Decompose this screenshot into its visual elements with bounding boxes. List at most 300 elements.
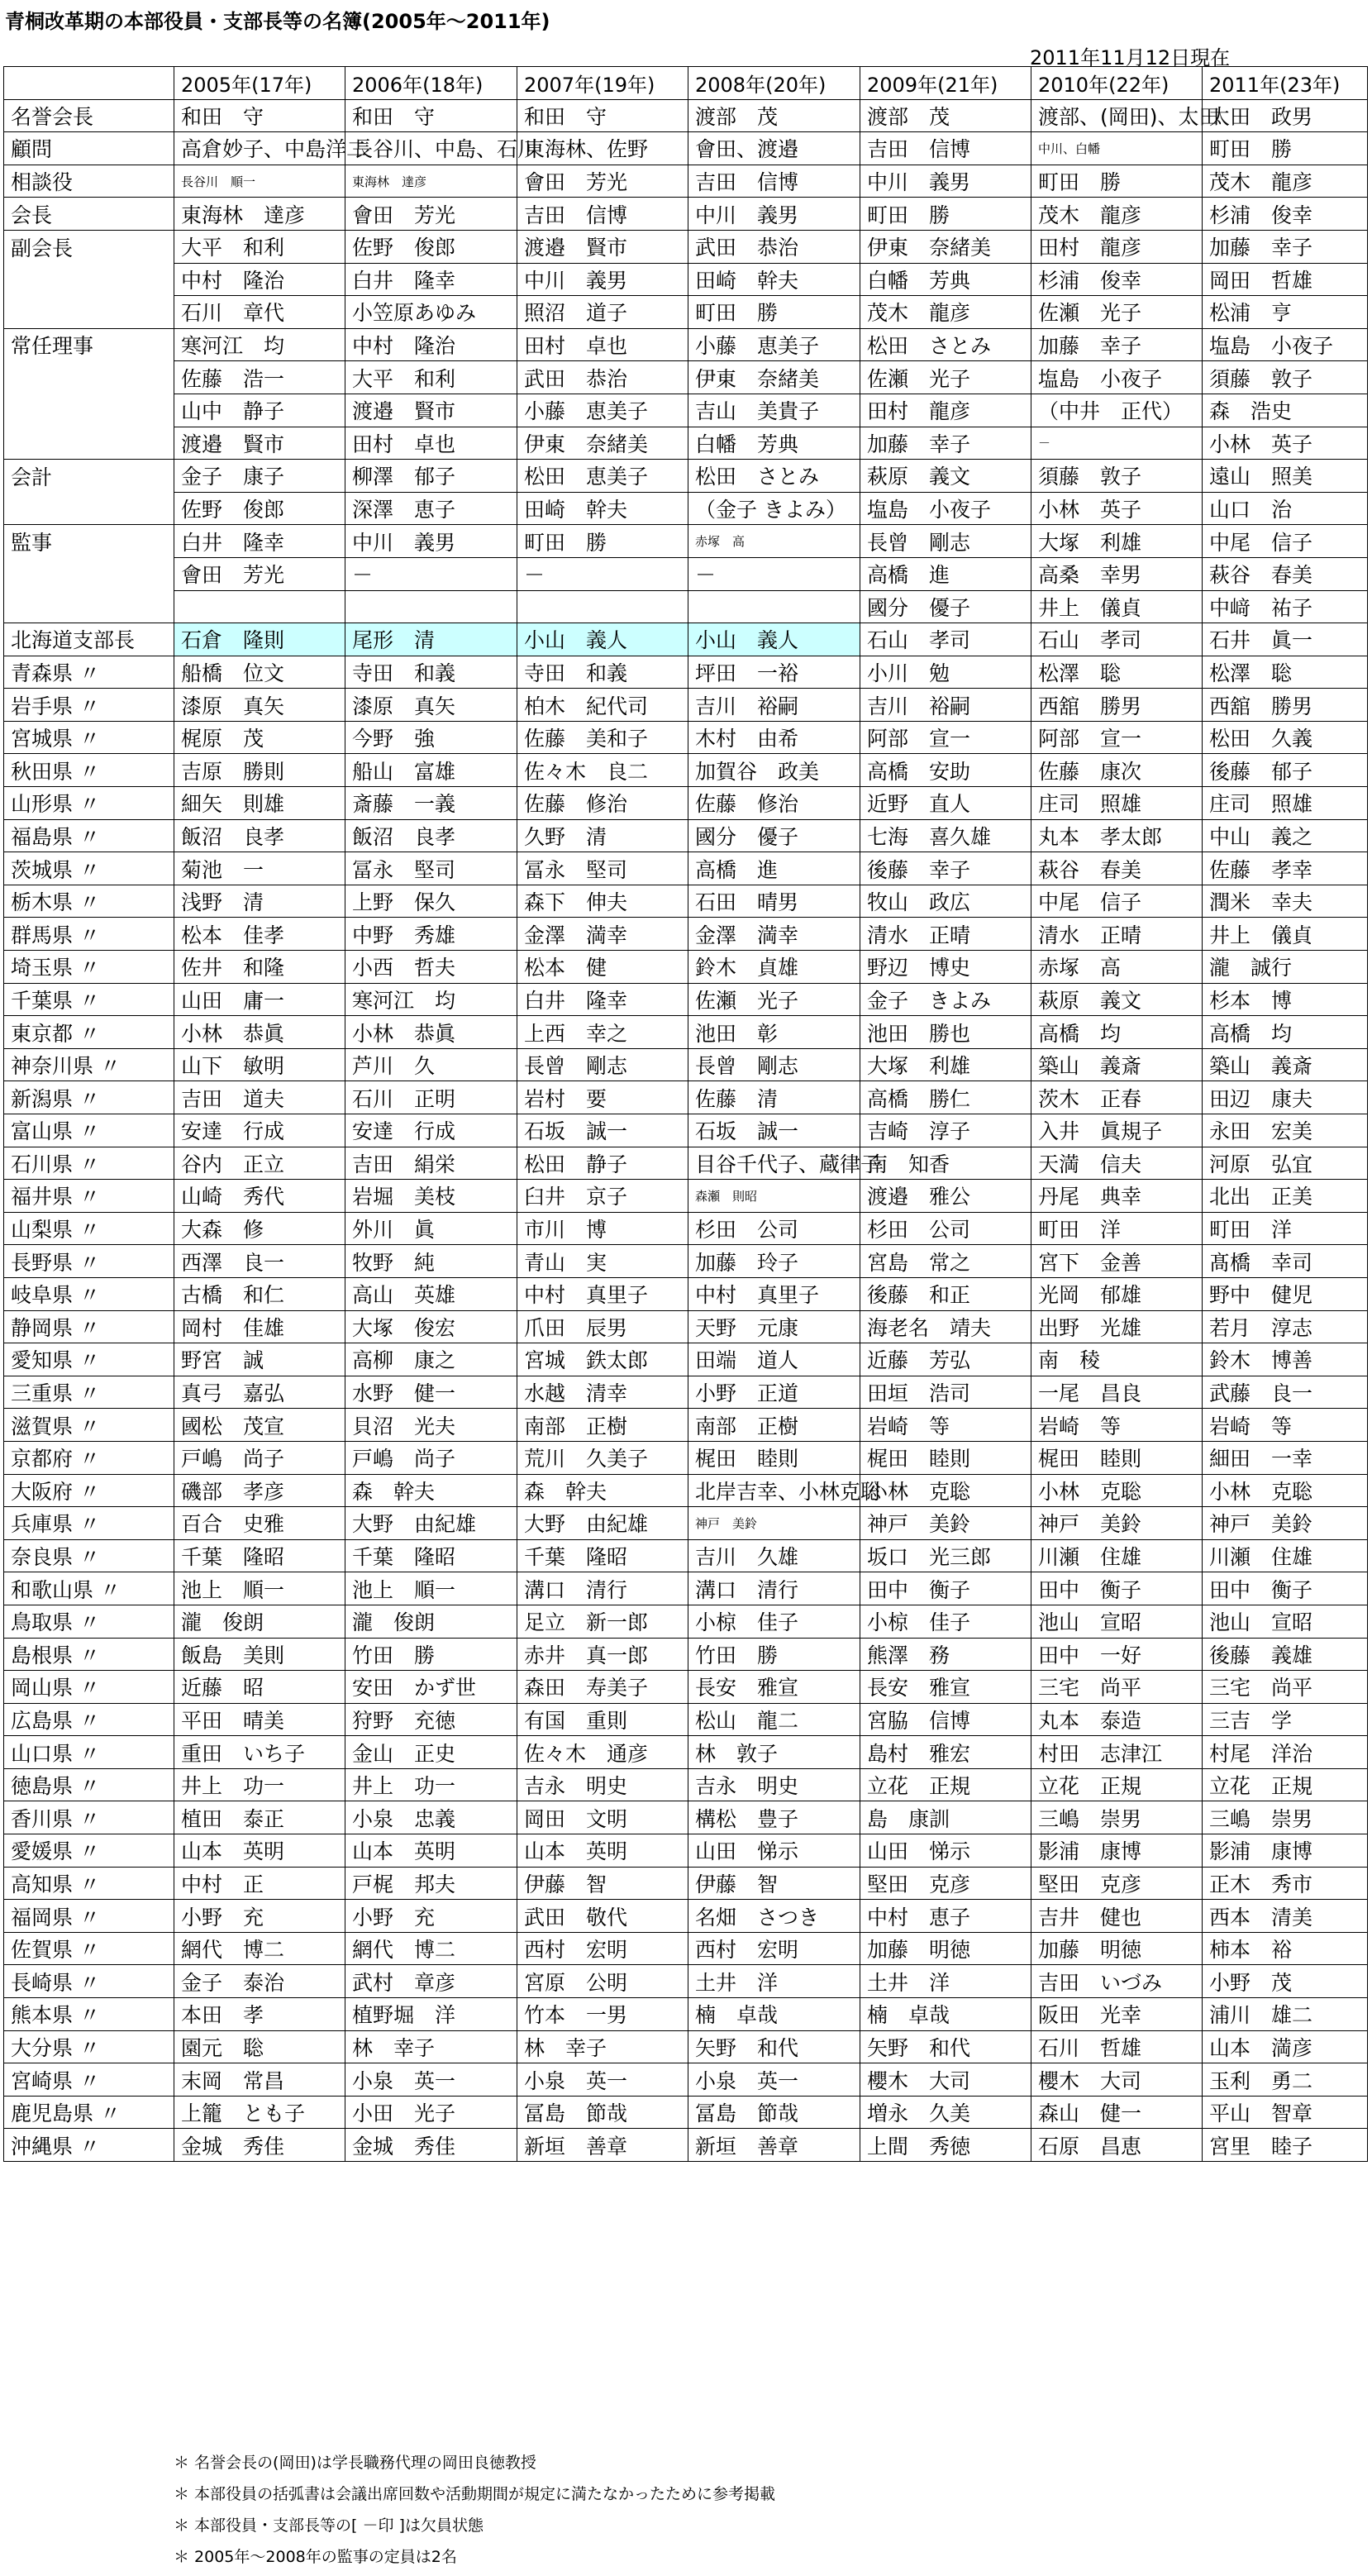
table-cell: 宮脇 信博	[860, 1703, 1031, 1736]
table-cell: 中川 義男	[517, 263, 688, 296]
table-cell: 山本 英明	[174, 1834, 345, 1868]
table-cell: 田崎 幹夫	[688, 263, 860, 296]
row-label: 三重県 〃	[4, 1376, 174, 1409]
row-label: 鹿児島県 〃	[4, 2096, 174, 2129]
table-cell: 松田 恵美子	[517, 460, 688, 493]
table-cell: 高橋 安助	[860, 754, 1031, 787]
table-cell: 飯島 美則	[174, 1638, 345, 1671]
table-cell: 堅田 克彦	[1031, 1867, 1203, 1900]
table-cell: （中井 正代）	[1031, 394, 1203, 427]
table-cell: 大塚 利雄	[1031, 525, 1203, 558]
table-cell: 小林 克聡	[1203, 1474, 1368, 1507]
column-header: 2008年(20年)	[688, 67, 860, 100]
table-row	[4, 328, 1368, 361]
row-label: 和歌山県 〃	[4, 1572, 174, 1605]
table-cell: 石山 孝司	[1031, 623, 1203, 656]
table-cell: 楠 卓哉	[688, 1998, 860, 2031]
table-cell: 石坂 誠一	[688, 1114, 860, 1147]
table-cell: 後藤 郁子	[1203, 754, 1368, 787]
table-cell: 小林 英子	[1203, 427, 1368, 460]
table-cell: 狩野 充徳	[345, 1703, 517, 1736]
table-cell: 石川 正明	[345, 1081, 517, 1114]
table-cell: 丸本 泰造	[1031, 1703, 1203, 1736]
table-cell: 大平 和利	[174, 230, 345, 263]
table-cell: 田村 卓也	[517, 328, 688, 361]
row-label	[4, 361, 174, 394]
table-cell: 町田 勝	[860, 198, 1031, 231]
table-cell: 木村 由希	[688, 721, 860, 754]
footnotes	[174, 2447, 775, 2573]
table-cell: 吉田 信博	[517, 198, 688, 231]
table-cell: 井上 儀貞	[1031, 590, 1203, 623]
table-cell: 小林 恭眞	[345, 1016, 517, 1049]
column-header	[4, 67, 174, 100]
table-cell: 植田 泰正	[174, 1801, 345, 1834]
table-cell: 新垣 善章	[517, 2129, 688, 2162]
table-cell: 竹本 一男	[517, 1998, 688, 2031]
table-cell: 大森 修	[174, 1212, 345, 1245]
table-cell: 東海林 達彦	[345, 165, 517, 198]
table-row	[4, 951, 1368, 984]
table-cell: 白井 隆幸	[174, 525, 345, 558]
table-cell: 三吉 学	[1203, 1703, 1368, 1736]
table-cell: 鈴木 貞雄	[688, 951, 860, 984]
table-row	[4, 1245, 1368, 1278]
table-cell: 細田 一幸	[1203, 1441, 1368, 1474]
table-row	[4, 1507, 1368, 1540]
row-label: 奈良県 〃	[4, 1539, 174, 1572]
table-row	[4, 557, 1368, 590]
table-cell: 塩島 小夜子	[860, 492, 1031, 525]
table-cell: 瀧 俊朗	[174, 1605, 345, 1638]
table-cell: 小西 哲夫	[345, 951, 517, 984]
table-cell: 安田 かず世	[345, 1671, 517, 1704]
table-cell: 石川 哲雄	[1031, 2030, 1203, 2063]
table-cell: 田辺 康夫	[1203, 1081, 1368, 1114]
table-cell: 赤井 真一郎	[517, 1638, 688, 1671]
table-cell: 森田 寿美子	[517, 1671, 688, 1704]
table-cell: 立花 正規	[1031, 1768, 1203, 1801]
table-cell: 新垣 善章	[688, 2129, 860, 2162]
table-cell: 矢野 和代	[688, 2030, 860, 2063]
row-label: 大阪府 〃	[4, 1474, 174, 1507]
row-label: 青森県 〃	[4, 656, 174, 689]
table-cell: 菊池 一	[174, 852, 345, 885]
table-cell: 寺田 和義	[517, 656, 688, 689]
table-cell: 海老名 靖夫	[860, 1310, 1031, 1343]
table-row	[4, 1409, 1368, 1442]
table-cell: 船橋 位文	[174, 656, 345, 689]
table-cell: 島村 雅宏	[860, 1736, 1031, 1769]
table-cell: 重田 いち子	[174, 1736, 345, 1769]
table-row	[4, 1834, 1368, 1868]
footnote: ＊ 名誉会長の(岡田)は学長職務代理の岡田良徳教授	[174, 2454, 536, 2472]
row-label: 山梨県 〃	[4, 1212, 174, 1245]
row-label: 相談役	[4, 165, 174, 198]
footnote: ＊ 2005年～2008年の監事の定員は2名	[174, 2548, 457, 2566]
table-cell: 遠山 照美	[1203, 460, 1368, 493]
table-cell: 金山 正史	[345, 1736, 517, 1769]
table-cell: 宮城 鉄太郎	[517, 1343, 688, 1376]
table-cell: 長安 雅宣	[688, 1671, 860, 1704]
row-label: 顧問	[4, 132, 174, 165]
table-cell: 上籠 とも子	[174, 2096, 345, 2129]
table-cell: 西村 宏明	[517, 1932, 688, 1965]
table-cell: 渡部 茂	[688, 99, 860, 132]
table-row	[4, 2096, 1368, 2129]
table-cell: 石倉 隆則	[174, 623, 345, 656]
row-label: 宮城県 〃	[4, 721, 174, 754]
row-label: 常任理事	[4, 328, 174, 361]
table-cell: 船山 富雄	[345, 754, 517, 787]
table-cell: 佐藤 康次	[1031, 754, 1203, 787]
table-cell: 田中 衡子	[1203, 1572, 1368, 1605]
table-row	[4, 1016, 1368, 1049]
table-row	[4, 590, 1368, 623]
header-row	[4, 67, 1368, 100]
column-header: 2009年(21年)	[860, 67, 1031, 100]
row-label: 長崎県 〃	[4, 1965, 174, 1998]
table-cell: 三嶋 崇男	[1203, 1801, 1368, 1834]
table-cell: 渡邉 賢市	[345, 394, 517, 427]
row-label: 福島県 〃	[4, 819, 174, 852]
table-cell: 西村 宏明	[688, 1932, 860, 1965]
table-cell: 武村 章彦	[345, 1965, 517, 1998]
table-cell: 松本 健	[517, 951, 688, 984]
table-cell: 中尾 信子	[1203, 525, 1368, 558]
table-cell: 大野 由紀雄	[345, 1507, 517, 1540]
row-label: 岡山県 〃	[4, 1671, 174, 1704]
table-cell: 松本 佳孝	[174, 918, 345, 951]
table-row	[4, 852, 1368, 885]
row-label: 福井県 〃	[4, 1180, 174, 1213]
row-label: 北海道支部長	[4, 623, 174, 656]
table-cell: 岩崎 等	[1203, 1409, 1368, 1442]
table-cell: 小林 英子	[1031, 492, 1203, 525]
table-cell: 田中 衡子	[1031, 1572, 1203, 1605]
table-cell: 今野 強	[345, 721, 517, 754]
table-cell: 佐瀬 光子	[1031, 296, 1203, 329]
table-row	[4, 885, 1368, 918]
table-cell: 石坂 誠一	[517, 1114, 688, 1147]
table-cell: 田村 龍彦	[1031, 230, 1203, 263]
table-cell: 近野 直人	[860, 787, 1031, 820]
table-cell: 田中 衡子	[860, 1572, 1031, 1605]
table-cell: －	[1031, 427, 1203, 460]
row-label: 会長	[4, 198, 174, 231]
table-cell: 牧山 政広	[860, 885, 1031, 918]
table-cell: 小泉 英一	[345, 2063, 517, 2097]
column-header: 2011年(23年)	[1203, 67, 1368, 100]
table-cell: 石井 眞一	[1203, 623, 1368, 656]
table-row	[4, 1277, 1368, 1310]
table-row	[4, 1605, 1368, 1638]
table-cell: 山中 静子	[174, 394, 345, 427]
table-cell: 竹田 勝	[688, 1638, 860, 1671]
table-cell: 名畑 さつき	[688, 1900, 860, 1933]
table-row	[4, 492, 1368, 525]
row-label: 千葉県 〃	[4, 983, 174, 1016]
table-cell: 飯沼 良孝	[345, 819, 517, 852]
table-cell: 高橋 勝仁	[860, 1081, 1031, 1114]
table-cell: 中村 恵子	[860, 1900, 1031, 1933]
row-label: 栃木県 〃	[4, 885, 174, 918]
table-cell: －	[517, 557, 688, 590]
table-row	[4, 1310, 1368, 1343]
table-cell: 大塚 俊宏	[345, 1310, 517, 1343]
table-cell: 渡邉 賢市	[517, 230, 688, 263]
table-cell: 岡田 哲雄	[1203, 263, 1368, 296]
table-cell: 山田 悌示	[860, 1834, 1031, 1868]
table-cell: 漆原 真矢	[174, 689, 345, 722]
table-cell: 中村 隆治	[345, 328, 517, 361]
table-cell: 後藤 幸子	[860, 852, 1031, 885]
table-cell: 中尾 信子	[1031, 885, 1203, 918]
table-cell: 吉田 信博	[860, 132, 1031, 165]
table-cell: 高山 英雄	[345, 1277, 517, 1310]
table-cell: 後藤 義雄	[1203, 1638, 1368, 1671]
table-cell: 百合 史雅	[174, 1507, 345, 1540]
table-cell: 長曾 剛志	[517, 1048, 688, 1081]
row-label: 宮崎県 〃	[4, 2063, 174, 2097]
table-cell: 浅野 清	[174, 885, 345, 918]
table-cell: 西舘 勝男	[1203, 689, 1368, 722]
footnote: ＊ 本部役員の括弧書は会議出席回数や活動期間が規定に満たなかったために参考掲載	[174, 2485, 776, 2503]
table-cell: 萩原 義文	[860, 460, 1031, 493]
table-cell: 高橋 均	[1031, 1016, 1203, 1049]
table-cell: 塩島 小夜子	[1031, 361, 1203, 394]
table-row	[4, 1343, 1368, 1376]
table-cell: 小野 正道	[688, 1376, 860, 1409]
table-cell: 漆原 真矢	[345, 689, 517, 722]
table-cell: 杉本 博	[1203, 983, 1368, 1016]
table-row	[4, 427, 1368, 460]
table-cell: 井上 儀貞	[1203, 918, 1368, 951]
table-row	[4, 983, 1368, 1016]
table-cell: 矢野 和代	[860, 2030, 1031, 2063]
table-cell: 佐瀬 光子	[688, 983, 860, 1016]
table-cell: 池田 彰	[688, 1016, 860, 1049]
table-cell: 庄司 照雄	[1031, 787, 1203, 820]
table-cell: 溝口 清行	[688, 1572, 860, 1605]
row-label: 山口県 〃	[4, 1736, 174, 1769]
table-cell: 佐井 和隆	[174, 951, 345, 984]
table-cell: 深澤 恵子	[345, 492, 517, 525]
table-cell: 國分 優子	[860, 590, 1031, 623]
table-cell: 佐々木 良二	[517, 754, 688, 787]
table-cell: 坂口 光三郎	[860, 1539, 1031, 1572]
row-label: 名誉会長	[4, 99, 174, 132]
row-label: 石川県 〃	[4, 1147, 174, 1180]
table-cell: 網代 博二	[345, 1932, 517, 1965]
table-cell: 金子 康子	[174, 460, 345, 493]
table-cell: 南 知香	[860, 1147, 1031, 1180]
table-cell: 池山 宣昭	[1203, 1605, 1368, 1638]
table-row	[4, 1867, 1368, 1900]
table-cell: 戸嶋 尚子	[174, 1441, 345, 1474]
table-cell: 若月 淳志	[1203, 1310, 1368, 1343]
table-cell: 飯沼 良孝	[174, 819, 345, 852]
table-cell: 野宮 誠	[174, 1343, 345, 1376]
table-cell: 宮島 常之	[860, 1245, 1031, 1278]
table-cell: 瀧 誠行	[1203, 951, 1368, 984]
table-cell: 阿部 宣一	[860, 721, 1031, 754]
table-cell: 青山 実	[517, 1245, 688, 1278]
table-cell: 長曾 剛志	[860, 525, 1031, 558]
table-cell: 長谷川 順一	[174, 165, 345, 198]
table-cell: 古橋 和仁	[174, 1277, 345, 1310]
table-cell: 小藤 恵美子	[688, 328, 860, 361]
table-cell: 佐藤 孝幸	[1203, 852, 1368, 885]
table-cell: 岩崎 等	[860, 1409, 1031, 1442]
row-label: 会計	[4, 460, 174, 493]
table-cell: 川瀬 住雄	[1203, 1539, 1368, 1572]
table-cell: 目谷千代子、蔵律子	[688, 1147, 860, 1180]
table-cell: 井上 功一	[174, 1768, 345, 1801]
table-cell: 大平 和利	[345, 361, 517, 394]
table-cell: 清水 正晴	[860, 918, 1031, 951]
row-label: 島根県 〃	[4, 1638, 174, 1671]
table-cell: 小野 充	[345, 1900, 517, 1933]
table-cell: 平田 晴美	[174, 1703, 345, 1736]
table-cell: 岩村 要	[517, 1081, 688, 1114]
table-cell: 茨木 正春	[1031, 1081, 1203, 1114]
table-cell: 小川 勉	[860, 656, 1031, 689]
table-cell: 南部 正樹	[688, 1409, 860, 1442]
table-cell: 影浦 康博	[1031, 1834, 1203, 1868]
table-cell: 末岡 常昌	[174, 2063, 345, 2097]
table-row	[4, 1048, 1368, 1081]
table-cell: 會田 芳光	[174, 557, 345, 590]
table-cell: 冨永 堅司	[345, 852, 517, 885]
table-row	[4, 1376, 1368, 1409]
table-cell: 松浦 亨	[1203, 296, 1368, 329]
table-row	[4, 623, 1368, 656]
table-cell: 光岡 郁雄	[1031, 1277, 1203, 1310]
table-cell: 田端 道人	[688, 1343, 860, 1376]
table-cell: 永田 宏美	[1203, 1114, 1368, 1147]
table-cell: 野辺 博史	[860, 951, 1031, 984]
table-cell: 高柳 康之	[345, 1343, 517, 1376]
row-label: 佐賀県 〃	[4, 1932, 174, 1965]
table-cell: 寒河江 均	[174, 328, 345, 361]
table-cell: 入井 眞規子	[1031, 1114, 1203, 1147]
table-cell: 中川 義男	[345, 525, 517, 558]
table-cell: 真弓 嘉弘	[174, 1376, 345, 1409]
table-cell: 石山 孝司	[860, 623, 1031, 656]
table-cell: 森下 伸夫	[517, 885, 688, 918]
table-cell: 杉田 公司	[688, 1212, 860, 1245]
table-cell: 野中 健児	[1203, 1277, 1368, 1310]
table-cell: 構松 豊子	[688, 1801, 860, 1834]
table-row	[4, 361, 1368, 394]
row-label	[4, 557, 174, 590]
table-cell: 町田 勝	[517, 525, 688, 558]
table-cell: 山崎 秀代	[174, 1180, 345, 1213]
table-cell: 岩崎 等	[1031, 1409, 1203, 1442]
row-label	[4, 263, 174, 296]
table-cell: 阿部 宣一	[1031, 721, 1203, 754]
table-cell: 梶田 睦則	[688, 1441, 860, 1474]
row-label: 沖縄県 〃	[4, 2129, 174, 2162]
table-row	[4, 656, 1368, 689]
table-cell: 磯部 孝彦	[174, 1474, 345, 1507]
table-cell: 萩谷 春美	[1203, 557, 1368, 590]
table-cell: 佐々木 通彦	[517, 1736, 688, 1769]
row-label: 岩手県 〃	[4, 689, 174, 722]
table-cell: 小笠原あゆみ	[345, 296, 517, 329]
table-cell: 柏木 紀代司	[517, 689, 688, 722]
table-cell: 金澤 満幸	[517, 918, 688, 951]
table-cell: 伊東 奈緒美	[517, 427, 688, 460]
table-cell: 貝沼 光夫	[345, 1409, 517, 1442]
row-label: 鳥取県 〃	[4, 1605, 174, 1638]
table-cell: 須藤 敦子	[1203, 361, 1368, 394]
table-row	[4, 2129, 1368, 2162]
row-label: 岐阜県 〃	[4, 1277, 174, 1310]
table-row	[4, 1900, 1368, 1933]
table-cell: 町田 洋	[1031, 1212, 1203, 1245]
table-row	[4, 198, 1368, 231]
table-cell: 佐野 俊郎	[345, 230, 517, 263]
table-cell: 吉井 健也	[1031, 1900, 1203, 1933]
table-cell: 市川 博	[517, 1212, 688, 1245]
table-cell: 三宅 尚平	[1031, 1671, 1203, 1704]
table-cell: 影浦 康博	[1203, 1834, 1368, 1868]
row-label: 長野県 〃	[4, 1245, 174, 1278]
table-cell: 土井 洋	[688, 1965, 860, 1998]
table-cell: 山田 庸一	[174, 983, 345, 1016]
table-cell: 高桑 幸男	[1031, 557, 1203, 590]
table-cell: 宮原 公明	[517, 1965, 688, 1998]
table-cell: 伊東 奈緒美	[860, 230, 1031, 263]
table-row	[4, 1671, 1368, 1704]
table-cell: 杉田 公司	[860, 1212, 1031, 1245]
table-cell: 阪田 光幸	[1031, 1998, 1203, 2031]
table-cell: 三宅 尚平	[1203, 1671, 1368, 1704]
table-cell: －	[688, 557, 860, 590]
table-cell: 松田 さとみ	[688, 460, 860, 493]
table-cell: 久野 清	[517, 819, 688, 852]
row-label	[4, 492, 174, 525]
table-row	[4, 460, 1368, 493]
table-cell: 熊澤 務	[860, 1638, 1031, 1671]
table-cell: 戸梶 邦夫	[345, 1867, 517, 1900]
table-cell: 小椋 佳子	[688, 1605, 860, 1638]
table-cell: 小林 恭眞	[174, 1016, 345, 1049]
table-cell: 神戸 美鈴	[1031, 1507, 1203, 1540]
table-cell: 渡部 茂	[860, 99, 1031, 132]
table-cell: 佐藤 浩一	[174, 361, 345, 394]
table-cell: 森瀬 則昭	[688, 1180, 860, 1213]
table-row	[4, 1703, 1368, 1736]
page-title: 青桐改革期の本部役員・支部長等の名簿(2005年～2011年)	[5, 10, 550, 33]
table-cell: 園元 聡	[174, 2030, 345, 2063]
table-row	[4, 721, 1368, 754]
table-cell: 中村 真里子	[688, 1277, 860, 1310]
table-cell: 田村 卓也	[345, 427, 517, 460]
table-cell: 中村 隆治	[174, 263, 345, 296]
table-cell: 寺田 和義	[345, 656, 517, 689]
table-cell: 水越 清幸	[517, 1376, 688, 1409]
table-cell: 杉浦 俊幸	[1203, 198, 1368, 231]
table-cell: 浦川 雄二	[1203, 1998, 1368, 2031]
row-label: 広島県 〃	[4, 1703, 174, 1736]
table-cell: 中﨑 祐子	[1203, 590, 1368, 623]
table-cell: 金城 秀佳	[345, 2129, 517, 2162]
table-cell: 戸嶋 尚子	[345, 1441, 517, 1474]
table-cell: 佐瀬 光子	[860, 361, 1031, 394]
